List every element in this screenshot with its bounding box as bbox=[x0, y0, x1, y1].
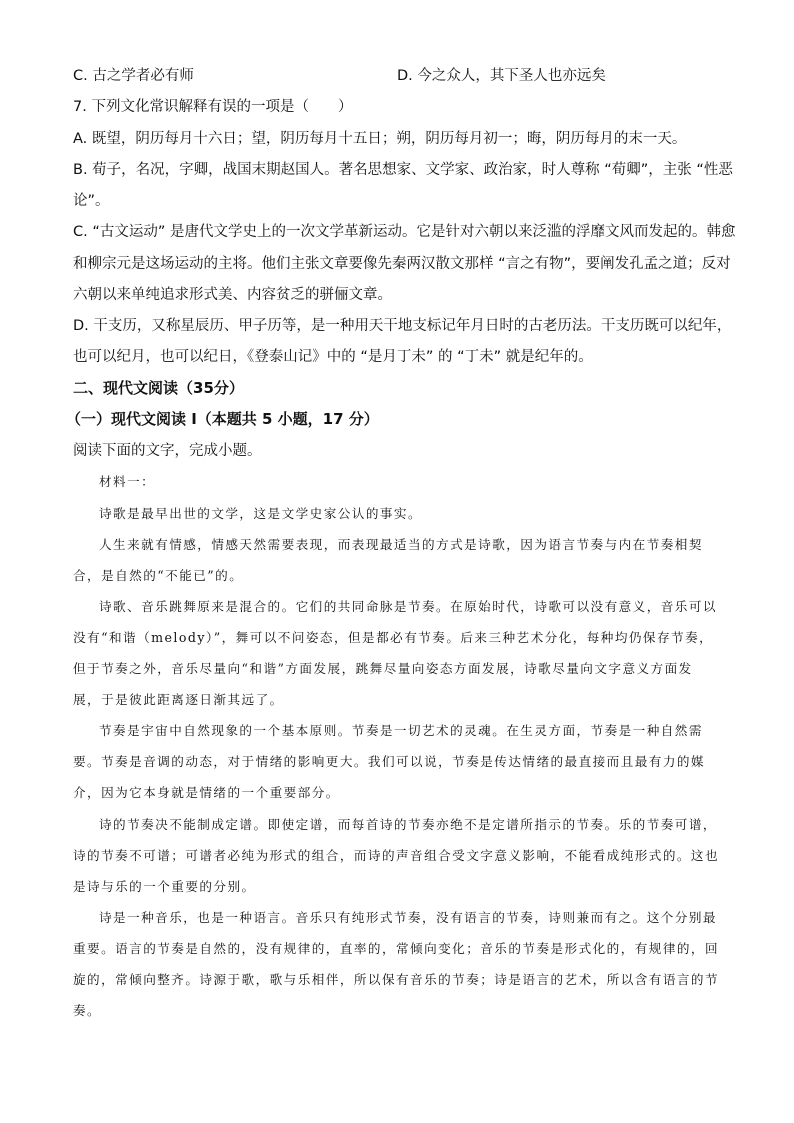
subsection-heading: （一）现代文阅读 I（本题共 5 小题，17 分） bbox=[66, 410, 379, 428]
q7-option-d-line2: 也可以纪月，也可以纪日，《登泰山记》中的 “是月丁未” 的 “丁未” 就是纪年的。 bbox=[73, 349, 593, 365]
q7-option-d-line1: D. 干支历，又称星辰历、甲子历等，是一种用天干地支标记年月日时的古老历法。干支历既可以纪年， bbox=[73, 318, 732, 334]
q6-option-d: D. 今之众人，其下圣人也亦远矣 bbox=[397, 68, 606, 84]
q7-option-b-line2: 论”。 bbox=[73, 193, 110, 209]
q7-option-c-line1: C. “古文运动” 是唐代文学史上的一次文学革新运动。它是针对六朝以来泛滥的浮靡文风而发起的。韩愈 bbox=[73, 224, 736, 240]
material-paragraph-2-line1: 人生来就有情感，情感天然需要表现，而表现最适当的方式是诗歌，因为语言节奏与内在节奏相契 bbox=[99, 537, 703, 552]
material-paragraph-5-line1: 诗的节奏决不能制成定谱。即使定谱，而每首诗的节奏亦绝不是定谱所指示的节奏。乐的节奏可谱， bbox=[99, 817, 717, 832]
q7-option-a: A. 既望，阴历每月十六日；望，阴历每月十五日；朔，阴历每月初一；晦，阴历每月的末一天。 bbox=[73, 131, 687, 147]
q7-stem: 7. 下列文化常识解释有误的一项是（ ） bbox=[73, 99, 353, 115]
q7-option-b-line1: B. 荀子，名况，字卿，战国末期赵国人。著名思想家、文学家、政治家，时人尊称 “荀卿”，主张 “性恶 bbox=[73, 162, 733, 178]
material-paragraph-6-line1: 诗是一种音乐，也是一种语言。音乐只有纯形式节奏，没有语言的节奏，诗则兼而有之。这个分别最 bbox=[99, 910, 717, 925]
material-paragraph-2-line2: 合，是自然的“不能已”的。 bbox=[73, 568, 244, 583]
material-paragraph-6-line2: 重要。语言的节奏是自然的，没有规律的，直率的，常倾向变化；音乐的节奏是形式化的，有规律的，回 bbox=[73, 941, 720, 956]
material-paragraph-4-line2: 要。节奏是音调的动态，对于情绪的影响更大。我们可以说，节奏是传达情绪的最直接而且最有力的媒 bbox=[73, 754, 705, 769]
material-paragraph-5-line2: 诗的节奏不可谱；可谱者必纯为形式的组合，而诗的声音组合受文字意义影响，不能看成纯形式的。这也 bbox=[73, 848, 720, 863]
material-paragraph-3-line1: 诗歌、音乐跳舞原来是混合的。它们的共同命脉是节奏。在原始时代，诗歌可以没有意义，音乐可以 bbox=[99, 599, 717, 614]
q7-option-c-line2: 和柳宗元是这场运动的主将。他们主张文章要像先秦两汉散文那样 “言之有物”，要阐发孔孟之道；反对 bbox=[73, 256, 731, 272]
material-paragraph-6-line4: 奏。 bbox=[73, 1003, 102, 1018]
material-paragraph-5-line3: 是诗与乐的一个重要的分别。 bbox=[73, 879, 256, 894]
material-paragraph-6-line3: 旋的，常倾向整齐。诗源于歌，歌与乐相伴，所以保有音乐的节奏；诗是语言的艺术，所以含有语言的节 bbox=[73, 972, 720, 987]
material-label: 材料一： bbox=[99, 474, 156, 489]
reading-instruction: 阅读下面的文字，完成小题。 bbox=[73, 443, 262, 459]
material-paragraph-3-line3: 但于节奏之外，音乐尽量向“和谐”方面发展，跳舞尽量向姿态方面发展，诗歌尽量向文字意义方面发 bbox=[73, 661, 693, 676]
section-heading: 二、现代文阅读（35分） bbox=[73, 379, 244, 397]
material-paragraph-4-line1: 节奏是宇宙中自然现象的一个基本原则。节奏是一切艺术的灵魂。在生灵方面，节奏是一种自然需 bbox=[99, 723, 703, 738]
material-paragraph-4-line3: 介，因为它本身就是情绪的一个重要部分。 bbox=[73, 785, 340, 800]
material-paragraph-3-line4: 展，于是彼此距离逐日渐其远了。 bbox=[73, 692, 284, 707]
q6-option-c: C. 古之学者必有师 bbox=[73, 68, 194, 84]
material-paragraph-1: 诗歌是最早出世的文学，这是文学史家公认的事实。 bbox=[99, 506, 423, 521]
material-paragraph-3-line2: 没有“和谐（melody）”，舞可以不问姿态，但是都必有节奏。后来三种艺术分化，每种均仍保存节奏， bbox=[73, 630, 714, 645]
q7-option-c-line3: 六朝以来单纯追求形式美、内容贫乏的骈俪文章。 bbox=[73, 287, 392, 303]
